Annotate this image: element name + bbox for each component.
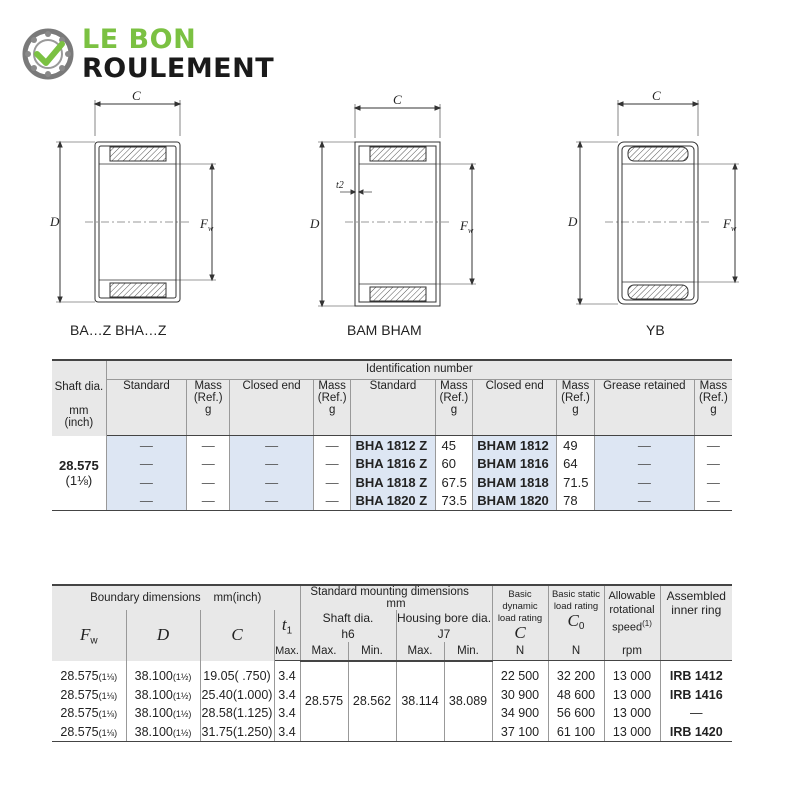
dash-cell: — (106, 436, 186, 455)
standard-id: BHA 1820 Z (351, 492, 435, 511)
speed-label-1: Allowable (608, 590, 656, 602)
housing-max-value: 38.114 (396, 661, 444, 742)
drawing-label-bam: BAM BHAM (347, 322, 422, 338)
standard-id: BHA 1816 Z (351, 455, 435, 474)
cr-value: 30 900 (492, 686, 548, 705)
housing-min-value: 38.089 (444, 661, 492, 742)
d-value: 38.100 (134, 724, 173, 739)
closed-mass: 78 (557, 492, 595, 511)
dim-c-2: C (393, 92, 402, 107)
shaft-min-value: 28.562 (348, 661, 396, 742)
drawing-label-ba: BA…Z BHA…Z (70, 322, 167, 338)
shaft-dia-label: Shaft dia. (54, 381, 104, 394)
standard-mass: 73.5 (435, 492, 473, 511)
fw-subscript: w (207, 224, 214, 233)
inner-ring-value: — (690, 706, 703, 721)
t1-symbol: t (281, 615, 287, 635)
dash-cell: — (706, 474, 720, 490)
shaft-value-inch: (1⅛) (65, 472, 93, 488)
dash-cell: — (694, 492, 732, 511)
dash-cell: — (106, 455, 186, 474)
t1-value: 3.4 (274, 704, 300, 723)
mounting-unit: mm (386, 598, 406, 610)
dash-cell: — (706, 437, 720, 453)
standard-mass: 67.5 (435, 473, 473, 492)
shaft-max-value: 28.575 (300, 661, 348, 742)
cr-value: 37 100 (492, 723, 548, 742)
c-dyn-symbol: C (514, 623, 526, 642)
col-closed-end-2: Closed end (485, 380, 544, 392)
d-value: 38.100 (134, 706, 173, 721)
closed-id: BHAM 1818 (473, 473, 557, 492)
c-value: 25.40(1.000) (200, 686, 274, 705)
closed-id: BHAM 1816 (473, 455, 557, 474)
table-row (52, 455, 732, 474)
table-row (52, 473, 732, 492)
t1-value: 3.4 (274, 686, 300, 705)
closed-id: BHAM 1820 (473, 492, 557, 511)
shaft-value: 28.575 (59, 457, 99, 473)
fw-symbol: F (79, 624, 91, 644)
closed-mass: 49 (557, 436, 595, 455)
dim-c-3: C (652, 88, 661, 103)
col-mass-1: Mass (194, 380, 222, 392)
logo-line2: ROULEMENT (82, 53, 275, 84)
c-stat-symbol: C (567, 611, 579, 630)
col-mass-unit-4: g (572, 404, 579, 416)
c-symbol: C (231, 625, 243, 645)
dyn-label-2: load rating (497, 613, 543, 624)
speed-label-2: rotational (609, 604, 655, 616)
speed-value: 13 000 (604, 723, 660, 742)
dash-cell: — (187, 436, 230, 455)
col-mass-5: Mass (699, 380, 728, 392)
col-mass-ref-5: (Ref.) (699, 392, 728, 404)
standard-id: BHA 1818 Z (351, 473, 435, 492)
housing-tol: J7 (437, 627, 451, 641)
speed-value: 13 000 (604, 661, 660, 686)
dim-t2: t2 (336, 180, 344, 191)
col-mass-unit-1: g (204, 404, 212, 416)
dash-cell: — (230, 455, 314, 474)
fw-inch: (1⅛) (98, 709, 118, 720)
dash-cell: — (313, 473, 351, 492)
drawing-ba (56, 100, 216, 302)
cr-value: 22 500 (492, 661, 548, 686)
c0-value: 48 600 (548, 686, 604, 705)
c-stat-sub: 0 (578, 620, 585, 632)
inner-ring-value: IRB 1412 (669, 669, 723, 684)
stat-label-1: Basic static (551, 589, 601, 600)
dash-cell: — (106, 473, 186, 492)
speed-value: 13 000 (604, 704, 660, 723)
dim-d-1: D (50, 214, 60, 229)
dash-cell: — (313, 436, 351, 455)
ring-label-2: inner ring (671, 603, 722, 617)
c0-value: 56 600 (548, 704, 604, 723)
standard-mass: 45 (435, 436, 473, 455)
fw-inch: (1⅛) (98, 690, 118, 701)
fw-inch: (1⅛) (98, 727, 118, 738)
d-value: 38.100 (134, 669, 173, 683)
col-mass-4: Mass (561, 380, 590, 392)
bearing-drawings (0, 80, 800, 350)
dash-cell: — (706, 456, 720, 472)
t1-value: 3.4 (274, 723, 300, 742)
d-inch: (1½) (172, 727, 192, 738)
fw-inch: (1⅛) (98, 672, 118, 682)
t1-value: 3.4 (274, 661, 300, 686)
speed-note: (1) (642, 619, 652, 628)
speed-value: 13 000 (604, 686, 660, 705)
unit-n-stat: N (548, 642, 604, 661)
dash-cell: — (230, 492, 314, 511)
shaft-unit-inch: (inch) (64, 417, 94, 430)
col-mass-unit-2: g (328, 404, 336, 416)
dash-cell: — (106, 492, 186, 511)
c0-value: 61 100 (548, 723, 604, 742)
dash-cell: — (594, 492, 694, 511)
d-inch: (1½) (172, 672, 192, 682)
unit-rpm: rpm (604, 642, 660, 661)
drawing-yb (576, 100, 739, 304)
col-mass-ref-4: (Ref.) (561, 392, 590, 404)
closed-mass: 64 (557, 455, 595, 474)
bearing-check-icon (22, 28, 74, 80)
col-mass-unit-3: g (450, 404, 458, 416)
cross-section-drawings (0, 80, 800, 350)
ring-label-1: Assembled (666, 589, 726, 603)
fw-value: 28.575 (60, 687, 99, 702)
dim-fw-1: $F_w$ (200, 216, 214, 233)
d-inch: (1½) (172, 690, 192, 701)
dimensions-table (52, 584, 732, 742)
dim-d-3: D (568, 214, 578, 229)
c-value: 31.75(1.250) (200, 723, 274, 742)
inner-ring-value: IRB 1420 (660, 723, 732, 742)
inner-ring-value: IRB 1416 (669, 687, 723, 702)
speed-label-3: speed (612, 621, 643, 634)
dash-cell: — (187, 492, 230, 511)
dash-cell: — (594, 473, 694, 492)
shaft-max-label: Max. (300, 642, 348, 661)
dash-cell: — (594, 436, 694, 455)
dash-cell: — (594, 455, 694, 474)
d-inch: (1½) (172, 709, 192, 720)
identification-number-header: Identification number (106, 360, 732, 380)
col-standard-1: Standard (123, 380, 170, 392)
dim-fw-2: $F_w$ (460, 218, 474, 235)
unit-n-dyn: N (492, 642, 548, 661)
fw-subscript: w (467, 226, 474, 235)
dim-c-1: C (132, 88, 141, 103)
fw-value: 28.575 (60, 724, 99, 739)
dyn-label-1: Basic dynamic (502, 589, 538, 612)
identification-table (52, 359, 732, 511)
col-mass-ref-2: (Ref.) (317, 392, 347, 404)
closed-id: BHAM 1812 (473, 436, 557, 455)
mounting-label: Standard mounting dimensions (310, 586, 469, 598)
drawing-bam (318, 104, 476, 306)
dash-cell: — (187, 455, 230, 474)
cr-value: 34 900 (492, 704, 548, 723)
boundary-unit: mm(inch) (213, 592, 262, 604)
fw-value: 28.575 (60, 706, 99, 721)
shaft-unit: mm (69, 405, 89, 418)
col-mass-unit-5: g (710, 404, 717, 416)
fw-sub: w (90, 634, 98, 646)
housing-header: Housing bore dia. (396, 611, 492, 625)
d-symbol: D (156, 625, 170, 645)
col-closed-end-1: Closed end (242, 380, 301, 392)
housing-max-label: Max. (396, 642, 444, 661)
stat-label-2: load rating (553, 601, 599, 612)
dash-cell: — (230, 436, 314, 455)
shaft-min-label: Min. (348, 642, 396, 661)
table-row (52, 661, 732, 686)
drawing-label-yb: YB (646, 322, 665, 338)
col-mass-ref-1: (Ref.) (193, 392, 223, 404)
table-row (52, 436, 732, 455)
dim-d-2: D (310, 216, 320, 231)
fw-value: 28.575 (60, 669, 99, 683)
t1-max: Max. (274, 642, 300, 661)
dash-cell: — (313, 492, 351, 511)
dash-cell: — (230, 473, 314, 492)
dim-fw-3: $F_w$ (723, 216, 737, 233)
dash-cell: — (313, 455, 351, 474)
table-row (52, 492, 732, 511)
c0-value: 32 200 (548, 661, 604, 686)
d-value: 38.100 (134, 687, 173, 702)
dash-cell: — (187, 473, 230, 492)
boundary-label: Boundary dimensions (90, 592, 201, 604)
c-value: 19.05( .750) (200, 661, 274, 686)
shaft-tol: h6 (341, 627, 355, 641)
c-value: 28.58(1.125) (200, 704, 274, 723)
col-grease-retained: Grease retained (603, 380, 686, 392)
col-mass-3: Mass (440, 380, 468, 392)
col-standard-2: Standard (369, 380, 417, 392)
logo-line1: LE BON (82, 24, 197, 55)
standard-mass: 60 (435, 455, 473, 474)
fw-subscript: w (730, 224, 737, 233)
closed-mass: 71.5 (557, 473, 595, 492)
standard-id: BHA 1812 Z (351, 436, 435, 455)
housing-min-label: Min. (444, 642, 492, 661)
col-mass-ref-3: (Ref.) (439, 392, 469, 404)
shaft-dia-header: Shaft dia. (322, 611, 374, 625)
t1-sub: 1 (286, 625, 293, 637)
col-mass-2: Mass (318, 380, 346, 392)
